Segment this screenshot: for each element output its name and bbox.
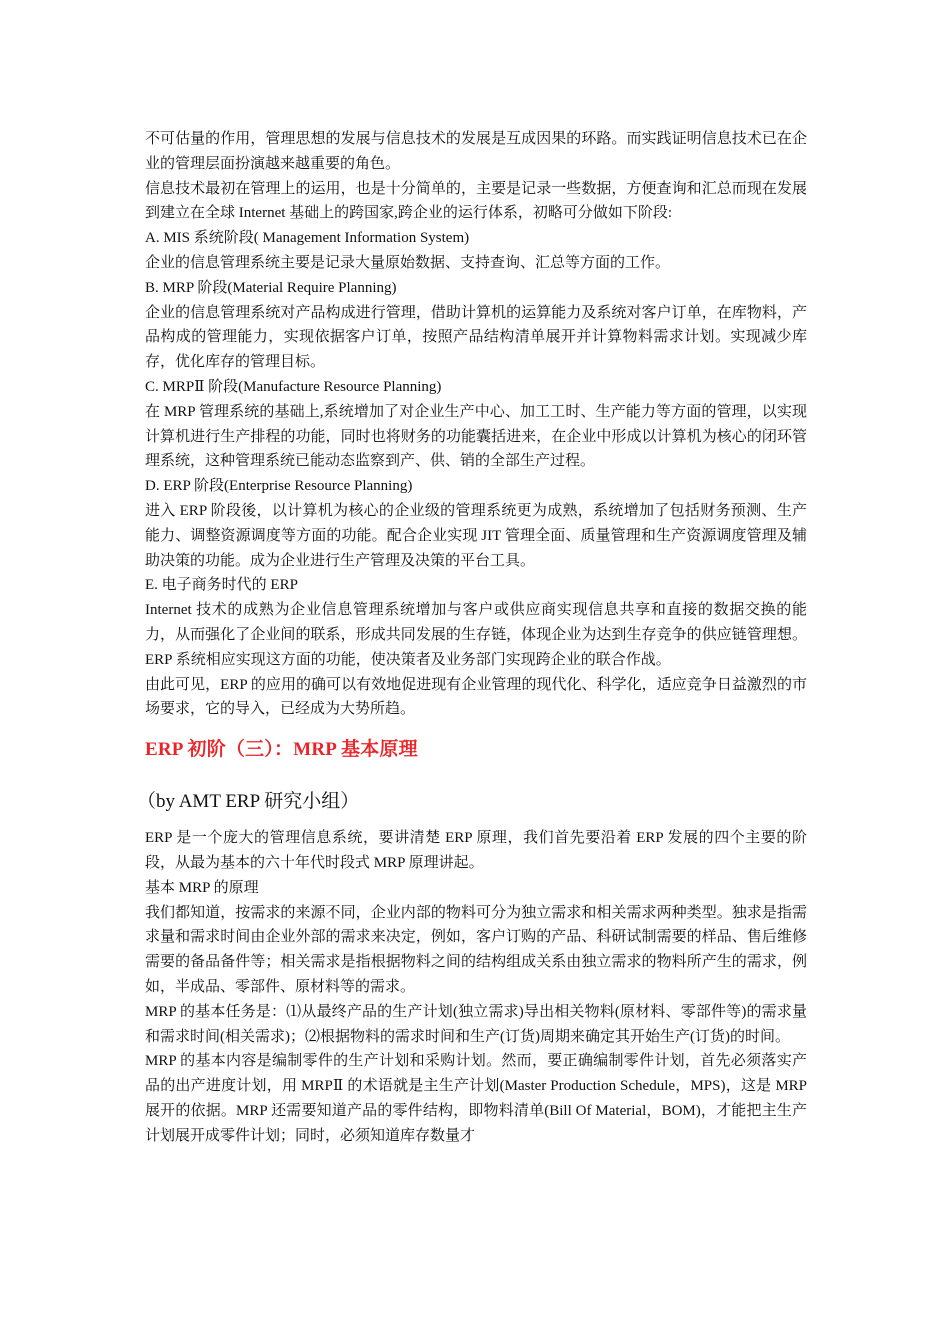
paragraph-mrp-tasks: MRP 的基本任务是：⑴从最终产品的生产计划(独立需求)导出相关物料(原材料、零部件等)的需求量和需求时间(相关需求)；⑵根据物料的需求时间和生产(订货)周期来确定其开始生产(订货)的时间。 xyxy=(145,1003,807,1045)
paragraph-mrp-content: MRP 的基本内容是编制零件的生产计划和采购计划。然而，要正确编制零件计划，首先必须落实产品的出产进度计划，用 MRPⅡ 的术语就是主生产计划(Master Production Schedule，MPS)，这是 MRP 展开的依据。MRP 还需要知道产品的零件结构，即物料清单(Bill Of Material，BOM)，才能把主生产计划展开成零件计划；同时，必须知道库存数量才 xyxy=(145,1053,807,1144)
stage-d-body: 进入 ERP 阶段後，以计算机为核心的企业级的管理系统更为成熟，系统增加了包括财务预测、生产能力、调整资源调度等方面的功能。配合企业实现 JIT 管理全面、质量管理和生产资源调度管理及辅助决策的功能。成为企业进行生产管理及决策的平台工具。 xyxy=(145,502,807,569)
stage-c-title: C. MRPⅡ 阶段(Manufacture Resource Planning) xyxy=(145,378,442,395)
stage-e-title: E. 电子商务时代的 ERP xyxy=(145,577,298,594)
paragraph-conclusion: 由此可见，ERP 的应用的确可以有效地促进现有企业管理的现代化、科学化，适应竞争日益激烈的市场要求，它的导入，已经成为大势所趋。 xyxy=(145,676,807,718)
stage-a-body: 企业的信息管理系统主要是记录大量原始数据、支持查询、汇总等方面的工作。 xyxy=(145,254,671,271)
paragraph-intro: 不可估量的作用，管理思想的发展与信息技术的发展是互成因果的环路。而实践证明信息技术已在企业的管理层面扮演越来越重要的角色。 xyxy=(145,131,807,172)
stage-b-title: B. MRP 阶段(Material Require Planning) xyxy=(145,279,397,296)
document-page xyxy=(137,127,807,1148)
stage-d-title: D. ERP 阶段(Enterprise Resource Planning) xyxy=(145,478,413,495)
paragraph-demand-types: 我们都知道，按需求的来源不同，企业内部的物料可分为独立需求和相关需求两种类型。独求是指需求量和需求时间由企业外部的需求来决定，例如，客户订购的产品、科研试制需要的样品、售后维修需要的备品备件等；相关需求是指根据物料之间的结构组成关系由独立需求的物料所产生的需求，例如，半成品、零部件、原材料等的需求。 xyxy=(145,904,807,995)
stage-c-body: 在 MRP 管理系统的基础上,系统增加了对企业生产中心、加工工时、生产能力等方面的管理，以实现计算机进行生产排程的功能，同时也将财务的功能囊括进来，在企业中形成以计算机为核心的闭环管理系统，这种管理系统已能动态监察到产、供、销的全部生产过程。 xyxy=(145,403,807,470)
stage-e-body: Internet 技术的成熟为企业信息管理系统增加与客户或供应商实现信息共享和直接的数据交换的能力，从而强化了企业间的联系，形成共同发展的生存链，体现企业为达到生存竞争的供应链管理想。ERP 系统相应实现这方面的功能，使决策者及业务部门实现跨企业的联合作战。 xyxy=(145,602,807,668)
subheading-basic-mrp: 基本 MRP 的原理 xyxy=(145,879,259,896)
stage-b-body: 企业的信息管理系统对产品构成进行管理，借助计算机的运算能力及系统对客户订单，在库物料，产品构成的管理能力，实现依据客户订单，按照产品结构清单展开并计算物料需求计划。实现减少库存，优化库存的管理目标。 xyxy=(145,304,807,371)
paragraph-it-history: 信息技术最初在管理上的运用，也是十分简单的，主要是记录一些数据，方便查询和汇总而现在发展到建立在全球 Internet 基础上的跨国家,跨企业的运行体系，初略可分做如下阶段: xyxy=(145,180,807,222)
byline: （by AMT ERP 研究小组） xyxy=(137,791,360,813)
stage-a-title: A. MIS 系统阶段( Management Information System) xyxy=(145,230,470,247)
section-heading: ERP 初阶（三）：MRP 基本原理 xyxy=(145,739,418,761)
paragraph-erp-overview: ERP 是一个庞大的管理信息系统，要讲清楚 ERP 原理，我们首先要沿着 ERP 发展的四个主要的阶段，从最为基本的六十年代时段式 MRP 原理讲起。 xyxy=(145,830,807,871)
